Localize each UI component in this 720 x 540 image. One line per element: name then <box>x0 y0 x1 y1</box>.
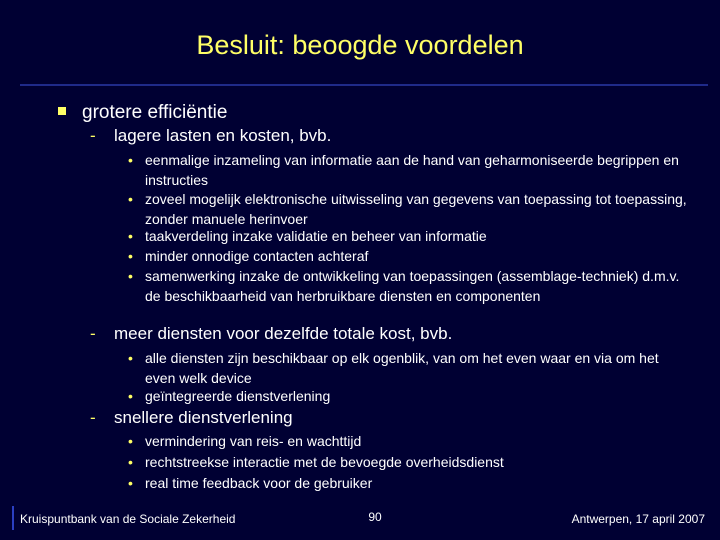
level3-item: real time feedback voor de gebruiker <box>145 475 373 491</box>
level3-item: minder onnodige contacten achteraf <box>145 248 369 264</box>
level2-heading-speed: snellere dienstverlening <box>114 408 293 427</box>
level2-heading-costs: lagere lasten en kosten, bvb. <box>114 126 332 145</box>
footer-accent-bar <box>12 506 14 530</box>
dash-bullet-icon: - <box>90 408 96 427</box>
level3-item: taakverdeling inzake validatie en beheer van informatie <box>145 228 487 244</box>
title-divider <box>20 84 708 86</box>
dash-bullet-icon: - <box>90 126 96 145</box>
dot-bullet-icon: • <box>128 191 133 207</box>
square-bullet-icon <box>58 107 66 115</box>
level3-item: alle diensten zijn beschikbaar op elk ogenblik, van om het even waar en via om het even welk device <box>145 350 659 386</box>
level1-bullet-text: grotere efficiëntie <box>82 102 228 123</box>
level3-item: samenwerking inzake de ontwikkeling van toepassingen (assemblage-techniek) d.m.v. de beschikbaarheid van herbruikbare diensten en componenten <box>145 268 680 304</box>
dot-bullet-icon: • <box>128 388 133 404</box>
dot-bullet-icon: • <box>128 433 133 449</box>
dot-bullet-icon: • <box>128 248 133 264</box>
level3-item: vermindering van reis- en wachttijd <box>145 433 362 449</box>
dash-bullet-icon: - <box>90 324 96 343</box>
level3-item: rechtstreekse interactie met de bevoegde overheidsdienst <box>145 454 504 470</box>
dot-bullet-icon: • <box>128 228 133 244</box>
dot-bullet-icon: • <box>128 454 133 470</box>
level3-item: geïntegreerde dienstverlening <box>145 388 331 404</box>
footer-date-location: Antwerpen, 17 april 2007 <box>571 512 705 526</box>
level3-item: zoveel mogelijk elektronische uitwisseling van gegevens van toepassing tot toepassing, zonder manuele herinvoer <box>145 191 687 227</box>
dot-bullet-icon: • <box>128 152 133 168</box>
level3-item: eenmalige inzameling van informatie aan de hand van geharmoniseerde begrippen en instructies <box>145 152 679 188</box>
page-number: 90 <box>368 510 382 524</box>
footer-organization: Kruispuntbank van de Sociale Zekerheid <box>20 512 236 526</box>
dot-bullet-icon: • <box>128 350 133 366</box>
slide-title: Besluit: beoogde voordelen <box>196 30 524 60</box>
level2-heading-services: meer diensten voor dezelfde totale kost, bvb. <box>114 324 453 343</box>
dot-bullet-icon: • <box>128 475 133 491</box>
dot-bullet-icon: • <box>128 268 133 284</box>
